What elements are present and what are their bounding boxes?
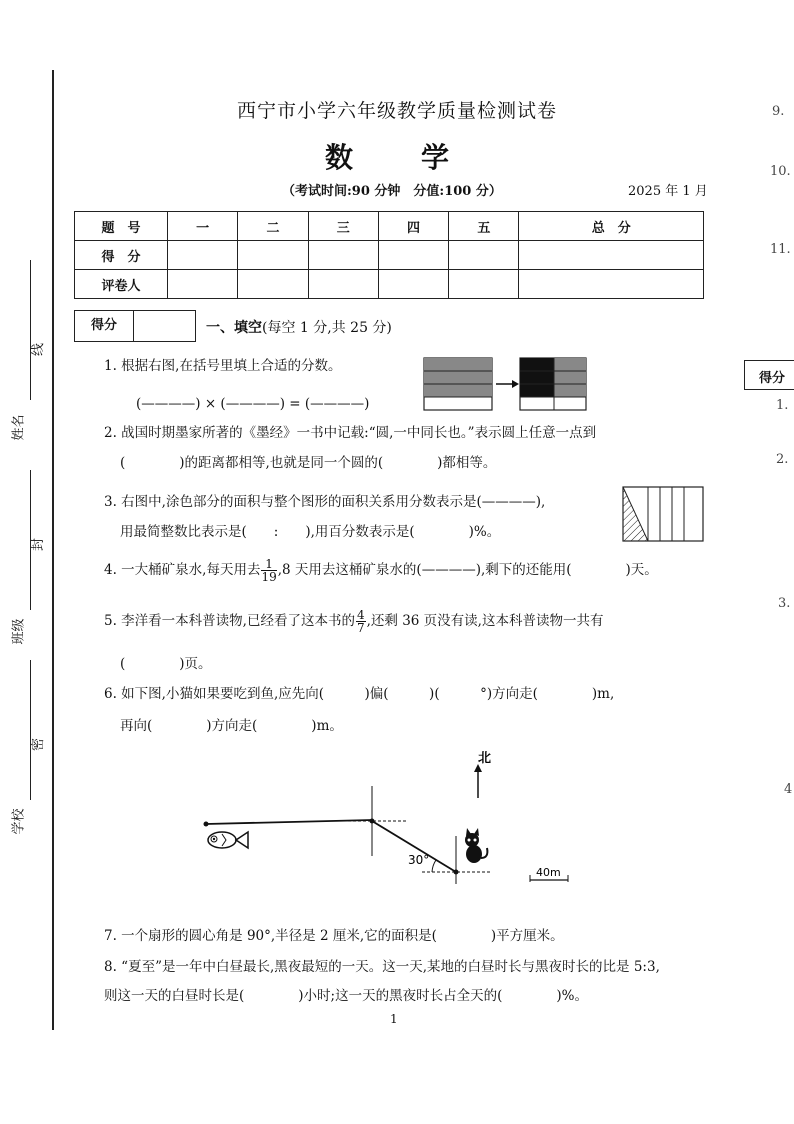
table-cell: 评卷人 [75, 270, 168, 299]
question-5-line1[interactable] [104, 609, 603, 634]
bleed-q9: 9. [772, 104, 785, 119]
table-row [75, 212, 704, 241]
question-8-line2[interactable]: 则这一天的白昼时长是( )小时;这一天的黑夜时长占全天的( )%。 [104, 988, 588, 1004]
bleed-q4: 4 [784, 782, 793, 797]
section-score-box [74, 310, 196, 342]
question-1: 1. 根据右图,在括号里填上合适的分数。 [104, 358, 342, 374]
section-title [206, 317, 392, 337]
binding-line [52, 70, 54, 1030]
question-5-line2[interactable]: ( )页。 [120, 656, 212, 672]
question-2-line1: 2. 战国时期墨家所著的《墨经》一书中记载:“圆,一中同长也。”表示圆上任意一点到 [104, 425, 597, 441]
margin-label-xian: 线 [31, 342, 47, 357]
bleed-q1: 1. [776, 398, 789, 413]
grader-cell[interactable] [308, 270, 378, 299]
bleed-q11: 11. [770, 242, 791, 257]
score-cell[interactable] [168, 241, 238, 270]
question-6-line2[interactable]: 再向( )方向走( )m。 [120, 718, 343, 734]
question-3-line1[interactable]: 3. 右图中,涂色部分的面积与整个图形的面积关系用分数表示是(————), [104, 494, 546, 510]
table-cell: 一 [168, 212, 238, 241]
grader-cell[interactable] [378, 270, 448, 299]
margin-label-feng: 封 [31, 537, 47, 552]
fraction-numerator: 4 [356, 608, 365, 622]
margin-label-school: 学校 [11, 808, 27, 835]
fraction [356, 609, 366, 634]
score-cell[interactable] [519, 241, 704, 270]
table-cell: 二 [238, 212, 308, 241]
question-4-post: ,8 天用去这桶矿泉水的(————),剩下的还能用( )天。 [277, 562, 658, 578]
cat-position [454, 870, 459, 875]
question-1-equation[interactable]: (————) × (————) = (————) [136, 396, 370, 412]
table-cell: 题 号 [75, 212, 168, 241]
score-cell[interactable] [449, 241, 519, 270]
fish-icon [208, 832, 248, 848]
grader-cell[interactable] [449, 270, 519, 299]
exam-subject: 数 学 [324, 141, 469, 174]
section-note: (每空 1 分,共 25 分) [262, 320, 392, 336]
exam-date: 2025 年 1 月 [628, 184, 708, 199]
grader-cell[interactable] [238, 270, 308, 299]
bleed-score-label: 得分 [759, 371, 786, 386]
table-cell: 五 [449, 212, 519, 241]
map-figure [196, 744, 596, 894]
name-write-line [30, 260, 31, 400]
question-6-line1[interactable]: 6. 如下图,小猫如果要吃到鱼,应先向( )偏( )( °)方向走( )m, [104, 686, 615, 702]
question-4[interactable] [104, 558, 658, 583]
question-4-pre: 4. 一大桶矿泉水,每天用去 [104, 562, 261, 578]
table-cell: 总 分 [519, 212, 704, 241]
grader-cell[interactable] [168, 270, 238, 299]
bleed-q3: 3. [778, 596, 791, 611]
bleed-score-box [744, 360, 794, 390]
score-cell[interactable] [378, 241, 448, 270]
table-row [75, 270, 704, 299]
table-row [75, 241, 704, 270]
question-2-line2[interactable]: ( )的距离都相等,也就是同一个圆的( )都相等。 [120, 455, 497, 471]
path-segment-west [206, 820, 372, 824]
score-table [74, 211, 704, 299]
question-5-pre: 5. 李洋看一本科普读物,已经看了这本书的 [104, 613, 355, 629]
exam-title: 西宁市小学六年级教学质量检测试卷 [236, 100, 557, 122]
table-cell: 四 [378, 212, 448, 241]
class-write-line [30, 470, 31, 610]
score-cell[interactable] [308, 241, 378, 270]
margin-label-class: 班级 [11, 618, 27, 645]
question-5-post: ,还剩 36 页没有读,这本科普读物一共有 [366, 613, 604, 629]
margin-label-mi: 密 [31, 737, 47, 752]
page-number: 1 [390, 1012, 398, 1026]
table-cell: 三 [308, 212, 378, 241]
bleed-q2: 2. [776, 452, 789, 467]
angle-label: 30° [408, 853, 430, 867]
scale-bar [530, 866, 568, 882]
question-7[interactable]: 7. 一个扇形的圆心角是 90°,半径是 2 厘米,它的面积是( )平方厘米。 [104, 928, 564, 944]
school-write-line [30, 660, 31, 800]
margin-label-name: 姓名 [11, 414, 27, 441]
fraction [261, 558, 276, 583]
exam-info: （考试时间:90 分钟 分值:100 分） [282, 184, 502, 199]
north-label: 北 [478, 751, 492, 766]
section-score-label: 得分 [75, 311, 134, 341]
question-8-line1: 8. “夏至”是一年中白昼最长,黑夜最短的一天。这一天,某地的白昼时长与黑夜时长的比是 5:3, [104, 959, 660, 975]
score-cell[interactable] [238, 241, 308, 270]
fraction-denominator: 19 [261, 570, 277, 584]
hatched-rectangle-figure [622, 486, 706, 544]
bleed-q10: 10. [770, 164, 791, 179]
path-endpoint [204, 822, 209, 827]
cat-icon [465, 828, 487, 863]
fraction-numerator: 1 [261, 558, 276, 571]
scale-label: 40m [536, 866, 561, 879]
angle-arc [432, 860, 436, 872]
grader-cell[interactable] [519, 270, 704, 299]
question-3-line2[interactable]: 用最简整数比表示是( : ),用百分数表示是( )%。 [120, 524, 501, 540]
table-cell: 得 分 [75, 241, 168, 270]
section-title-text: 一、填空 [206, 320, 262, 336]
fraction-diagram [420, 356, 590, 414]
fraction-denominator: 7 [356, 621, 365, 635]
